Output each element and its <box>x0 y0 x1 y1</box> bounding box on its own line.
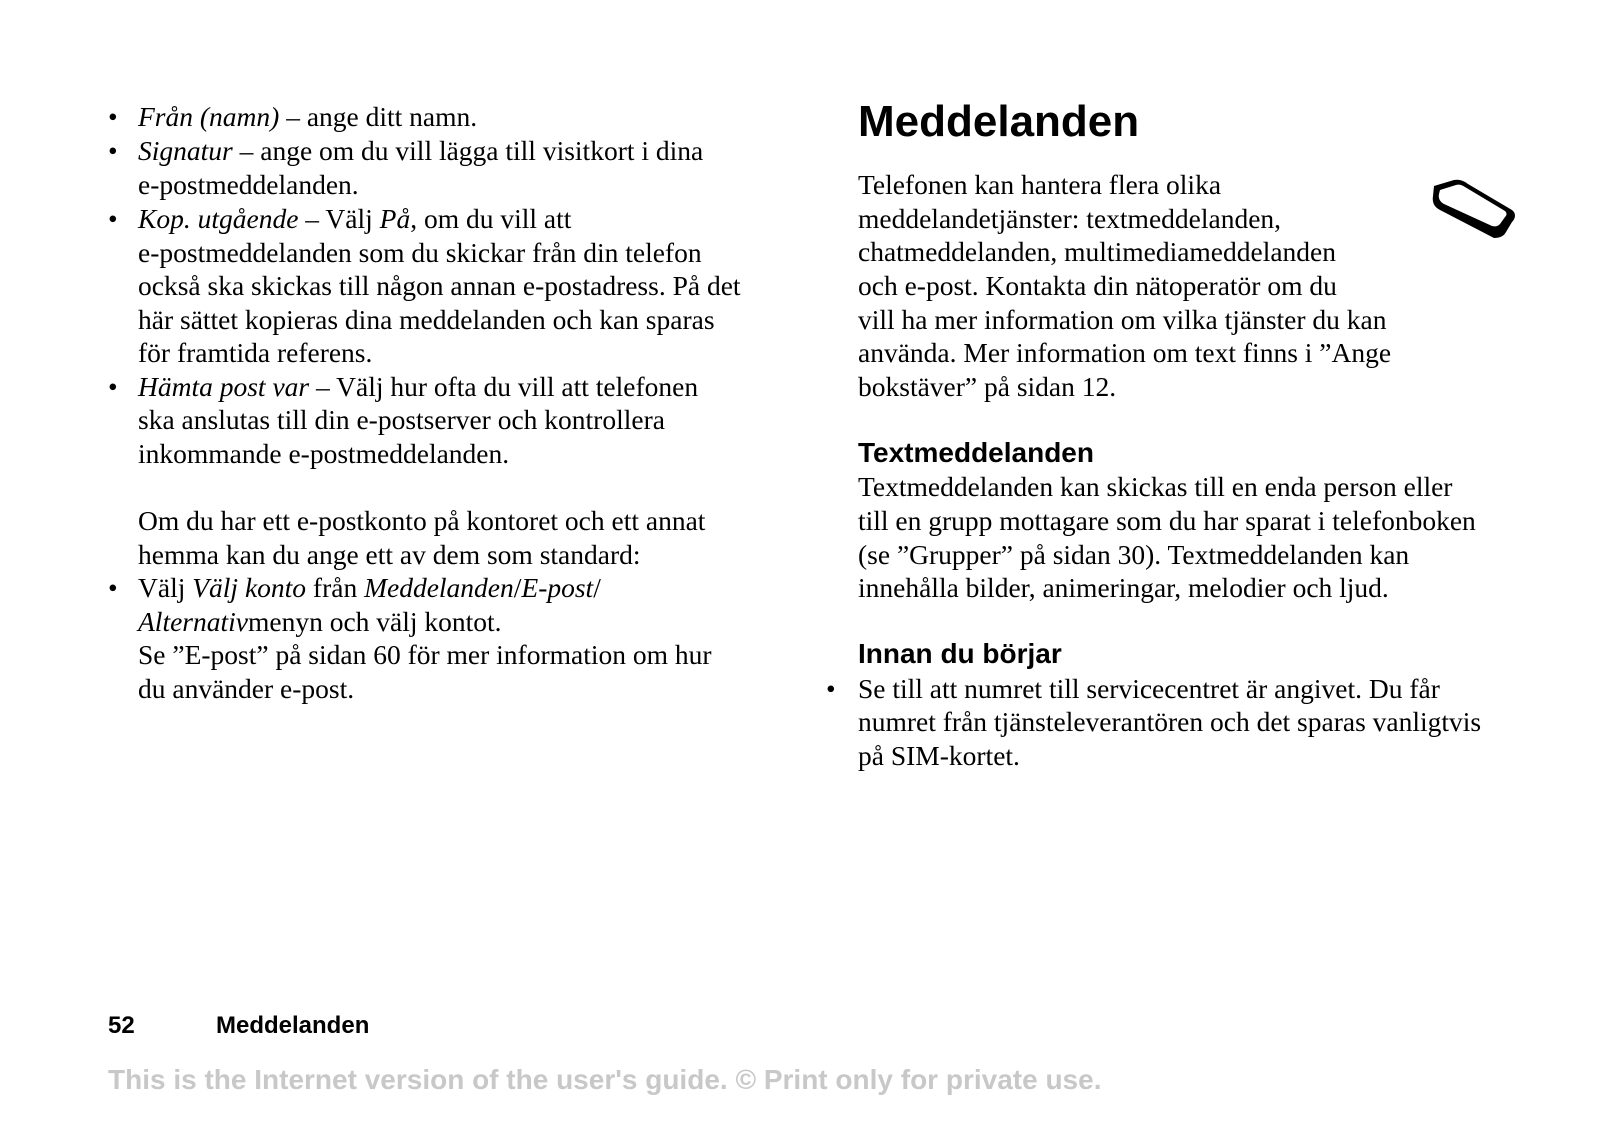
text-line: e-postmeddelanden som du skickar från din telefon <box>138 237 702 268</box>
text-line: du använder e-post. <box>138 673 355 704</box>
text-line: numret från tjänsteleverantören och det sparas vanligtvis <box>858 706 1482 737</box>
text-line: Textmeddelanden kan skickas till en enda person eller <box>858 471 1453 502</box>
text-line: chatmeddelanden, multimediameddelanden <box>858 236 1337 267</box>
text-line: (se ”Grupper” på sidan 30). Textmeddelanden kan <box>858 539 1410 570</box>
text-line: Från (namn) – ange ditt namn. <box>138 101 478 132</box>
text-line: här sättet kopieras dina meddelanden och kan sparas <box>138 304 715 335</box>
text-line: på SIM-kortet. <box>858 740 1020 771</box>
text-line: e-postmeddelanden. <box>138 169 359 200</box>
bullet: • <box>108 371 118 402</box>
text-line: Signatur – ange om du vill lägga till visitkort i dina <box>138 135 704 166</box>
text-line: vill ha mer information om vilka tjänster du kan <box>858 304 1387 335</box>
text-line: innehålla bilder, animeringar, melodier och ljud. <box>858 572 1389 603</box>
text-line: Telefonen kan hantera flera olika <box>858 169 1222 200</box>
text-line: Kop. utgående – Välj På, om du vill att <box>138 203 572 234</box>
text-line: meddelandetjänster: textmeddelanden, <box>858 203 1282 234</box>
text-line: Välj Välj konto från Meddelanden/E-post/ <box>138 572 601 603</box>
text-line: Se till att numret till servicecentret är angivet. Du får <box>858 673 1440 704</box>
text-line: också ska skickas till någon annan e-postadress. På det <box>138 270 741 301</box>
section-heading: Innan du börjar <box>858 638 1062 669</box>
text-line: för framtida referens. <box>138 337 373 368</box>
bullet: • <box>108 203 118 234</box>
page-title: Meddelanden <box>858 97 1140 146</box>
text-line: till en grupp mottagare som du har sparat i telefonboken <box>858 505 1476 536</box>
text-line: Alternativmenyn och välj kontot. <box>138 606 502 637</box>
page-number: 52 <box>108 1012 135 1039</box>
footer-section-title: Meddelanden <box>216 1012 370 1039</box>
bullet: • <box>108 572 118 603</box>
text-line: hemma kan du ange ett av dem som standard: <box>138 539 641 570</box>
text-line: Om du har ett e-postkonto på kontoret och ett annat <box>138 505 706 536</box>
text-line: bokstäver” på sidan 12. <box>858 371 1117 402</box>
text-line: och e-post. Kontakta din nätoperatör om du <box>858 270 1337 301</box>
section-heading: Textmeddelanden <box>858 437 1094 468</box>
bullet: • <box>108 135 118 166</box>
text-line: använda. Mer information om text finns i ”Ange <box>858 337 1392 368</box>
phone-icon <box>1428 176 1518 248</box>
bullet: • <box>108 101 118 132</box>
text-line: Se ”E-post” på sidan 60 för mer information om hur <box>138 639 712 670</box>
text-line: inkommande e-postmeddelanden. <box>138 438 510 469</box>
internet-version-notice: This is the Internet version of the user's guide. © Print only for private use. <box>108 1064 1102 1095</box>
text-line: ska anslutas till din e-postserver och kontrollera <box>138 404 665 435</box>
bullet: • <box>826 673 836 704</box>
text-line: Hämta post var – Välj hur ofta du vill att telefonen <box>138 371 699 402</box>
